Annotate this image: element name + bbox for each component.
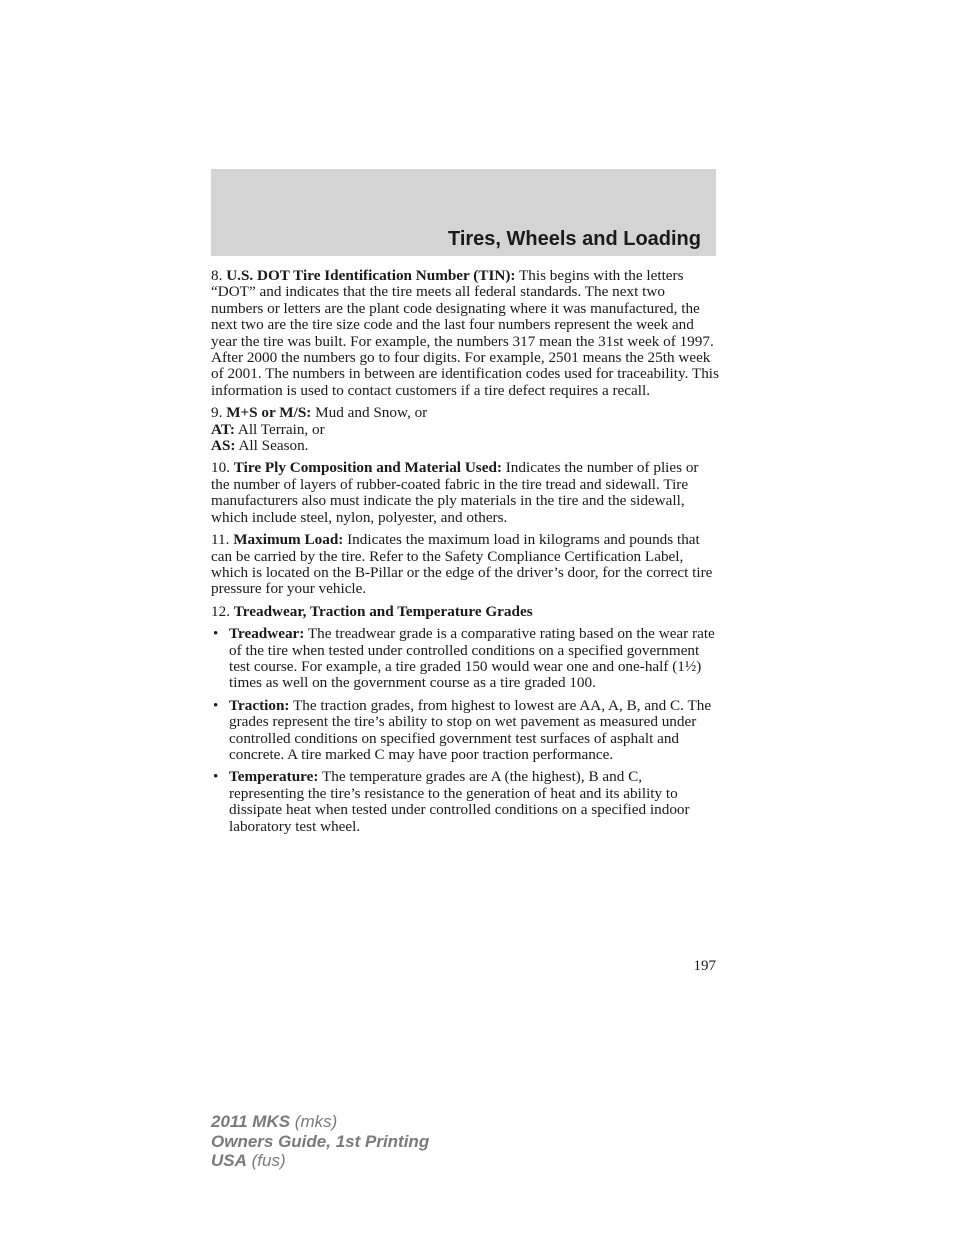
item-9 [211,405,719,454]
item-text-at: All Terrain, or [234,420,325,438]
item-term-at: AT: [211,420,235,438]
item-number: 11. [211,531,230,549]
bullet-term: Traction: [229,696,290,714]
section-title: Tires, Wheels and Loading [447,228,701,250]
footer-region-code: (fus) [246,1151,286,1170]
footer-guide: Owners Guide, 1st Printing [211,1131,430,1151]
item-text: Indicates the maximum load in kilograms and pounds that can be carried by the tire. Refer to the Safety Compliance Certification Label, which is located on the B-Pillar or the edge of the driver’s door, for the correct tire pressure for your vehicle. [211,531,713,598]
footer-line-1 [211,1112,429,1132]
item-12 [211,604,719,620]
list-item-temperature [211,769,719,835]
item-11 [211,532,719,598]
item-term: Maximum Load: [233,531,344,549]
item-term: U.S. DOT Tire Identification Number (TIN): [226,267,516,284]
item-text-as: All Season. [235,437,309,455]
grades-list [211,626,719,835]
footer-line-2 [211,1132,429,1152]
item-term-as: AS: [211,437,236,455]
bullet-text: The traction grades, from highest to lowest are AA, A, B, and C. The grades represent the tire’s ability to stop on wet pavement as measured under controlled conditions on specified government test surfaces of asphalt and concrete. A tire marked C may have poor traction performance. [229,696,712,763]
footer-model-code: (mks) [290,1112,338,1131]
item-term: M+S or M/S: [226,404,312,422]
item-text: Mud and Snow, or [311,404,428,422]
footer-line-3 [211,1151,429,1171]
list-item-treadwear [211,626,719,692]
item-term: Tire Ply Composition and Material Used: [233,459,502,477]
bullet-icon: • [213,768,219,786]
page-content [211,268,719,841]
item-text: Indicates the number of plies or the number of layers of rubber-coated fabric in the tire tread and sidewall. Tire manufacturers also must indicate the ply materials in the tire and the sidewall, which include steel, nylon, polyester, and others. [211,459,699,526]
bullet-text: The treadwear grade is a comparative rating based on the wear rate of the tire when tested under controlled conditions on a specified government test course. For example, a tire graded 150 would wear one and one-half (1½) times as well on the government course as a tire graded 100. [229,625,715,692]
footer-model: 2011 MKS [211,1112,291,1131]
item-number: 12. [211,602,230,620]
item-8 [211,268,719,399]
section-header-band [211,169,716,256]
bullet-icon: • [213,625,219,643]
item-10 [211,460,719,526]
page-number: 197 [693,958,716,974]
footer-region: USA [211,1151,247,1170]
bullet-term: Treadwear: [229,625,305,643]
list-item-traction [211,698,719,764]
item-number: 9. [211,404,223,422]
footer [211,1112,429,1171]
bullet-icon: • [213,696,219,714]
item-term: Treadwear, Traction and Temperature Grades [233,602,533,620]
bullet-text: The temperature grades are A (the highest), B and C, representing the tire’s resistance to the generation of heat and its ability to dissipate heat when tested under controlled conditions on a specified indoor laboratory test wheel. [229,768,690,835]
item-number: 8. [211,267,223,284]
item-text: This begins with the letters “DOT” and indicates that the tire meets all federal standards. The next two numbers or letters are the plant code designating where it was manufactured, the next two are the tire size code and the last four numbers represent the week and year the tire was built. For example, the numbers 317 mean the 31st week of 1997. After 2000 the numbers go to four digits. For example, 2501 means the 25th week of 2001. The numbers in between are identification codes used for traceability. This information is used to contact customers if a tire defect requires a recall. [211,267,719,399]
item-number: 10. [211,459,230,477]
bullet-term: Temperature: [229,768,319,786]
